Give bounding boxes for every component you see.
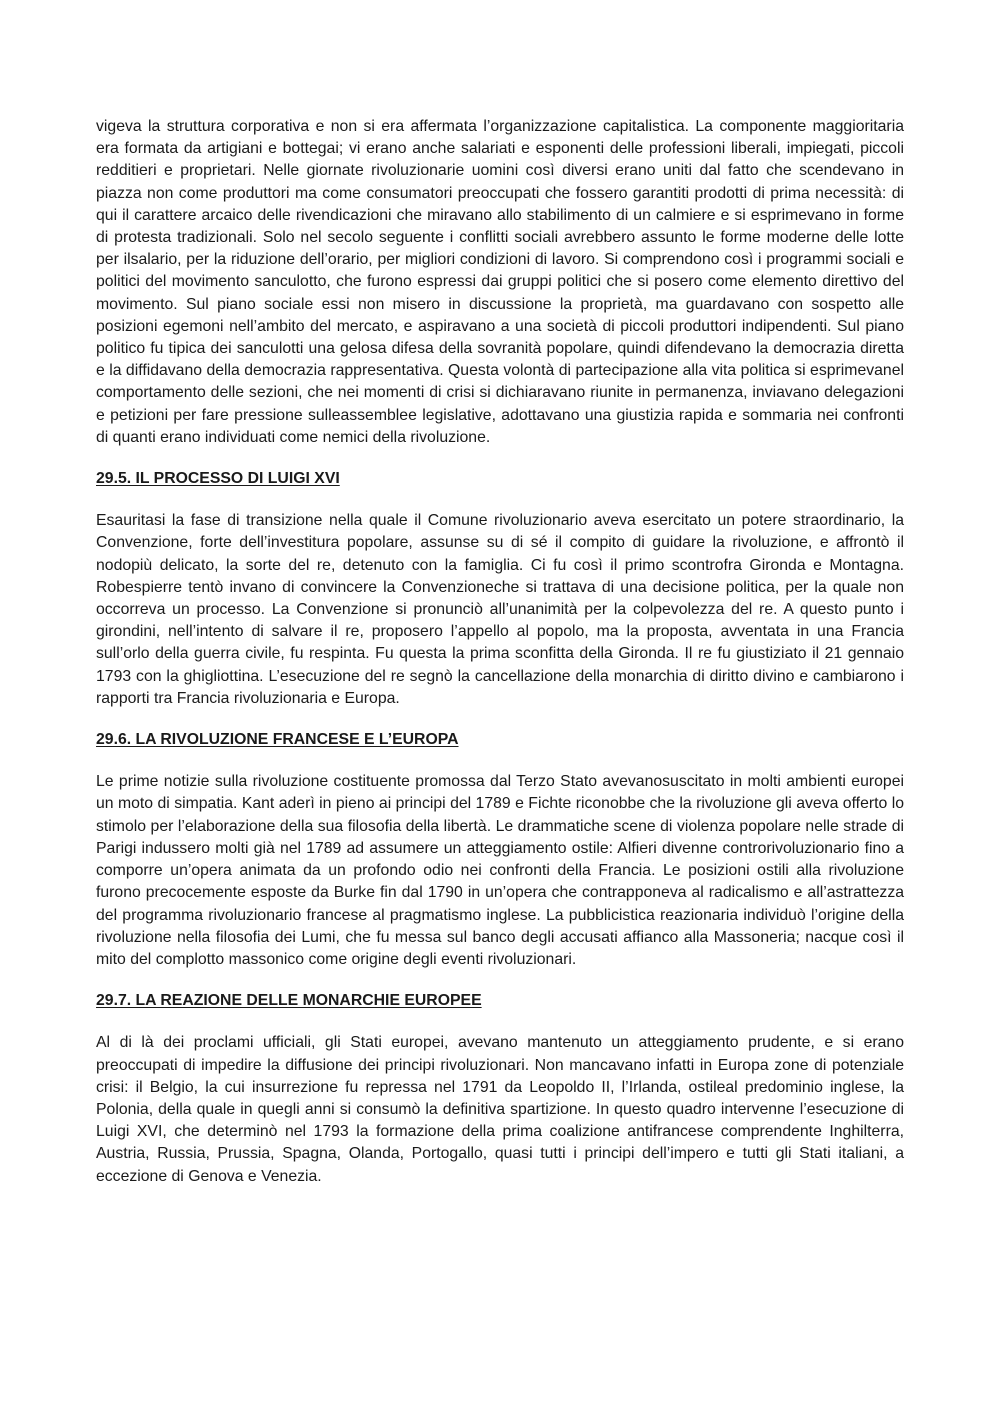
- document-page: [96, 116, 904, 1188]
- section-heading-rivoluzione-europa: 29.6. LA RIVOLUZIONE FRANCESE E L’EUROPA: [96, 731, 459, 749]
- section-heading-processo-luigi-xvi: 29.5. IL PROCESSO DI LUIGI XVI: [96, 470, 340, 488]
- section-heading-reazione-monarchie: 29.7. LA REAZIONE DELLE MONARCHIE EUROPEE: [96, 992, 482, 1010]
- paragraph-reazione-monarchie: Al di là dei proclami ufficiali, gli Stati europei, avevano mantenuto un atteggiamento prudente, e si erano preoccupati di impedire la diffusione dei principi rivoluzionari. Non mancavano infatti in Europa zone di potenziale crisi: il Belgio, la cui insurrezione fu repressa nel 1791 da Leopoldo II, l’Irlanda, ostileal predominio inglese, la Polonia, della quale in quegli anni si consumò la definitiva spartizione. In questo quadro intervenne l’esecuzione di Luigi XVI, che determinò nel 1793 la formazione della prima coalizione antifrancese comprendente Inghilterra, Austria, Russia, Prussia, Spagna, Olanda, Portogallo, quasi tutti i principi dell’impero e tutti gli Stati italiani, a eccezione di Genova e Venezia.: [96, 1034, 904, 1185]
- paragraph-processo-luigi-xvi: Esauritasi la fase di transizione nella quale il Comune rivoluzionario aveva esercitato un potere straordinario, la Convenzione, forte dell’investitura popolare, assunse su di sé il compito di guidare la rivoluzione, e affrontò il nodopiù delicato, la sorte del re, detenuto con la famiglia. Ci fu così il primo scontrofra Gironda e Montagna. Robespierre tentò invano di convincere la Convenzioneche si trattava di una decisione politica, per la quale non occorreva un processo. La Convenzione si pronunciò all’unanimità per la colpevolezza del re. A questo punto i girondini, nell’intento di salvare il re, proposero l’appello al popolo, ma la proposta, avventata in una Francia sull’orlo della guerra civile, fu respinta. Fu questa la prima sconfitta della Gironda. Il re fu giustiziato il 21 gennaio 1793 con la ghigliottina. L’esecuzione del re segnò la cancellazione della monarchia di diritto divino e cambiarono i rapporti tra Francia rivoluzionaria e Europa.: [96, 512, 904, 707]
- paragraph-sanculotti: vigeva la struttura corporativa e non si era affermata l’organizzazione capitalistica. La componente maggioritaria era formata da artigiani e bottegai; vi erano anche salariati e esponenti delle professioni liberali, impiegati, piccoli redditieri e proprietari. Nelle giornate rivoluzionarie uomini così diversi erano uniti dal fatto che scendevano in piazza non come produttori ma come consumatori preoccupati che fossero garantiti prodotti di prima necessità: di qui il carattere arcaico delle rivendicazioni che miravano allo stabilimento di un calmiere e si esprimevano in forme di protesta tradizionali. Solo nel secolo seguente i conflitti sociali avrebbero assunto le forme moderne delle lotte per ilsalario, per la riduzione dell’orario, per migliori condizioni di lavoro. Si comprendono così i programmi sociali e politici del movimento sanculotto, che furono espressi dai gruppi politici che si posero come elemento direttivo del movimento. Sul piano sociale essi non misero in discussione la proprietà, ma guardavano con sospetto alle posizioni egemoni nell’ambito del mercato, e aspiravano a una società di piccoli produttori indipendenti. Sul piano politico fu tipica dei sanculotti una gelosa difesa della sovranità popolare, quindi difendevano la democrazia diretta e la diffidavano della democrazia rappresentativa. Questa volontà di partecipazione alla vita politica si esprimevanel comportamento delle sezioni, che nei momenti di crisi si dichiaravano riunite in permanenza, inviavano delegazioni e petizioni per fare pressione sulleassemblee legislative, adottavano una giustizia rapida e sommaria nei confronti di quanti erano individuati come nemici della rivoluzione.: [96, 118, 904, 446]
- paragraph-rivoluzione-europa: Le prime notizie sulla rivoluzione costituente promossa dal Terzo Stato avevanosuscitato in molti ambienti europei un moto di simpatia. Kant aderì in pieno ai principi del 1789 e Fichte riconobbe che la rivoluzione gli aveva offerto lo stimolo per l’elaborazione della sua filosofia della libertà. Le drammatiche scene di violenza popolare nelle strade di Parigi indussero molti già nel 1789 ad assumere un atteggiamento ostile: Alfieri divenne controrivoluzionario fino a comporre un’opera animata da un profondo odio nei confronti della Francia. Le posizioni ostili alla rivoluzione furono precocemente esposte da Burke fin dal 1790 in un’opera che contrapponeva al radicalismo e all’astrattezza del programma rivoluzionario francese al pragmatismo inglese. La pubblicistica reazionaria individuò l’origine della rivoluzione nella filosofia dei Lumi, che fu messa sul banco degli accusati affianco alla Massoneria; nacque così il mito del complotto massonico come origine degli eventi rivoluzionari.: [96, 773, 904, 968]
